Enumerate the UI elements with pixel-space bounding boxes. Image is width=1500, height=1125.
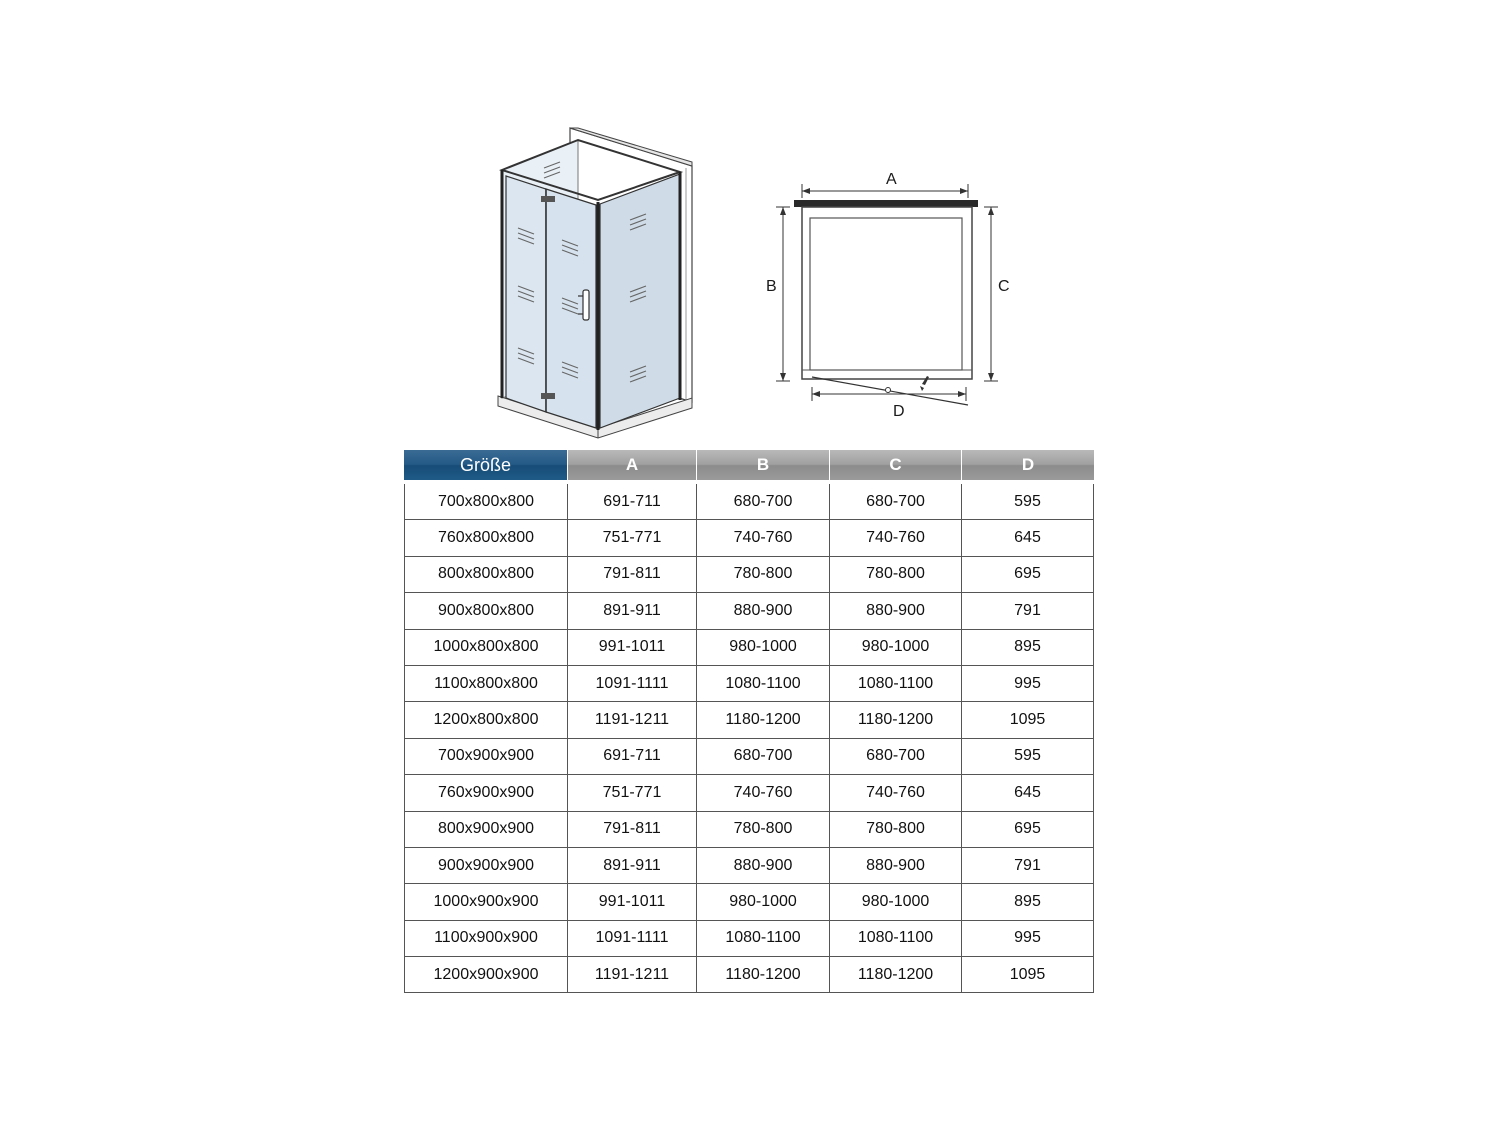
plan-enclosure-outline: [802, 207, 972, 379]
table-cell: 900x800x800: [404, 593, 568, 629]
table-cell: 1100x800x800: [404, 666, 568, 702]
table-cell: 895: [962, 630, 1094, 666]
table-row: [404, 848, 1094, 884]
door-handle: [583, 290, 589, 320]
table-cell: 780-800: [697, 557, 830, 593]
column-header-d: D: [962, 450, 1094, 480]
table-cell: 645: [962, 775, 1094, 811]
table-cell: 1095: [962, 702, 1094, 738]
table-cell: 880-900: [697, 593, 830, 629]
table-cell: 680-700: [697, 484, 830, 520]
table-cell: 680-700: [830, 739, 962, 775]
table-cell: 880-900: [830, 848, 962, 884]
table-cell: 595: [962, 739, 1094, 775]
table-cell: 1080-1100: [830, 666, 962, 702]
table-cell: 800x900x900: [404, 812, 568, 848]
table-cell: 880-900: [830, 593, 962, 629]
table-row: [404, 739, 1094, 775]
table-cell: 740-760: [697, 775, 830, 811]
table-cell: 791: [962, 593, 1094, 629]
table-cell: 1080-1100: [697, 666, 830, 702]
table-cell: 1200x900x900: [404, 957, 568, 993]
hinge-bottom: [541, 393, 555, 399]
table-cell: 895: [962, 884, 1094, 920]
column-header-c: C: [830, 450, 962, 480]
side-glass-panel: [600, 174, 680, 428]
table-cell: 995: [962, 666, 1094, 702]
table-cell: 1095: [962, 957, 1094, 993]
table-cell: 1100x900x900: [404, 921, 568, 957]
plan-tray-outline: [810, 218, 962, 370]
table-cell: 740-760: [830, 520, 962, 556]
plan-wall: [794, 200, 978, 207]
table-cell: 780-800: [830, 557, 962, 593]
dimension-label-c: C: [998, 278, 1010, 295]
table-cell: 791-811: [568, 812, 697, 848]
table-cell: 991-1011: [568, 884, 697, 920]
table-cell: 680-700: [830, 484, 962, 520]
table-cell: 1180-1200: [830, 957, 962, 993]
column-header-b: B: [697, 450, 830, 480]
table-cell: 595: [962, 484, 1094, 520]
table-row: [404, 630, 1094, 666]
size-table: [404, 450, 1094, 993]
table-row: [404, 957, 1094, 993]
table-cell: 695: [962, 557, 1094, 593]
table-cell: 1180-1200: [697, 957, 830, 993]
table-cell: 740-760: [697, 520, 830, 556]
table-cell: 780-800: [830, 812, 962, 848]
table-cell: 751-771: [568, 775, 697, 811]
table-cell: 760x800x800: [404, 520, 568, 556]
table-cell: 680-700: [697, 739, 830, 775]
table-row: [404, 884, 1094, 920]
table-cell: 1180-1200: [697, 702, 830, 738]
table-cell: 1091-1111: [568, 921, 697, 957]
table-cell: 991-1011: [568, 630, 697, 666]
table-cell: 1191-1211: [568, 957, 697, 993]
table-cell: 1000x900x900: [404, 884, 568, 920]
table-cell: 645: [962, 520, 1094, 556]
table-row: [404, 812, 1094, 848]
table-cell: 900x900x900: [404, 848, 568, 884]
table-cell: 791-811: [568, 557, 697, 593]
table-row: [404, 484, 1094, 520]
table-row: [404, 921, 1094, 957]
table-cell: 891-911: [568, 593, 697, 629]
dimension-label-b: B: [766, 278, 777, 295]
table-cell: 980-1000: [697, 884, 830, 920]
dimension-label-d: D: [893, 403, 905, 420]
table-cell: 800x800x800: [404, 557, 568, 593]
table-cell: 691-711: [568, 484, 697, 520]
table-row: [404, 666, 1094, 702]
table-row: [404, 557, 1094, 593]
table-row: [404, 775, 1094, 811]
column-header-a: A: [568, 450, 697, 480]
table-cell: 760x900x900: [404, 775, 568, 811]
table-row: [404, 702, 1094, 738]
table-cell: 980-1000: [697, 630, 830, 666]
table-cell: 980-1000: [830, 884, 962, 920]
table-cell: 700x900x900: [404, 739, 568, 775]
shower-enclosure-illustration: [498, 128, 692, 438]
column-header-size: Größe: [404, 450, 568, 480]
table-cell: 740-760: [830, 775, 962, 811]
product-diagram: [0, 0, 1500, 445]
table-cell: 1200x800x800: [404, 702, 568, 738]
table-cell: 695: [962, 812, 1094, 848]
table-header-row: [404, 450, 1094, 480]
table-row: [404, 520, 1094, 556]
table-cell: 880-900: [697, 848, 830, 884]
table-cell: 780-800: [697, 812, 830, 848]
hinge-top: [541, 196, 555, 202]
table-cell: 691-711: [568, 739, 697, 775]
table-cell: 980-1000: [830, 630, 962, 666]
table-cell: 751-771: [568, 520, 697, 556]
table-cell: 891-911: [568, 848, 697, 884]
table-cell: 1191-1211: [568, 702, 697, 738]
plan-view: [766, 171, 1010, 420]
table-cell: 700x800x800: [404, 484, 568, 520]
table-cell: 791: [962, 848, 1094, 884]
table-cell: 1080-1100: [697, 921, 830, 957]
table-cell: 1180-1200: [830, 702, 962, 738]
dimension-label-a: A: [886, 171, 897, 188]
table-cell: 1080-1100: [830, 921, 962, 957]
table-cell: 995: [962, 921, 1094, 957]
table-cell: 1091-1111: [568, 666, 697, 702]
table-row: [404, 593, 1094, 629]
table-cell: 1000x800x800: [404, 630, 568, 666]
